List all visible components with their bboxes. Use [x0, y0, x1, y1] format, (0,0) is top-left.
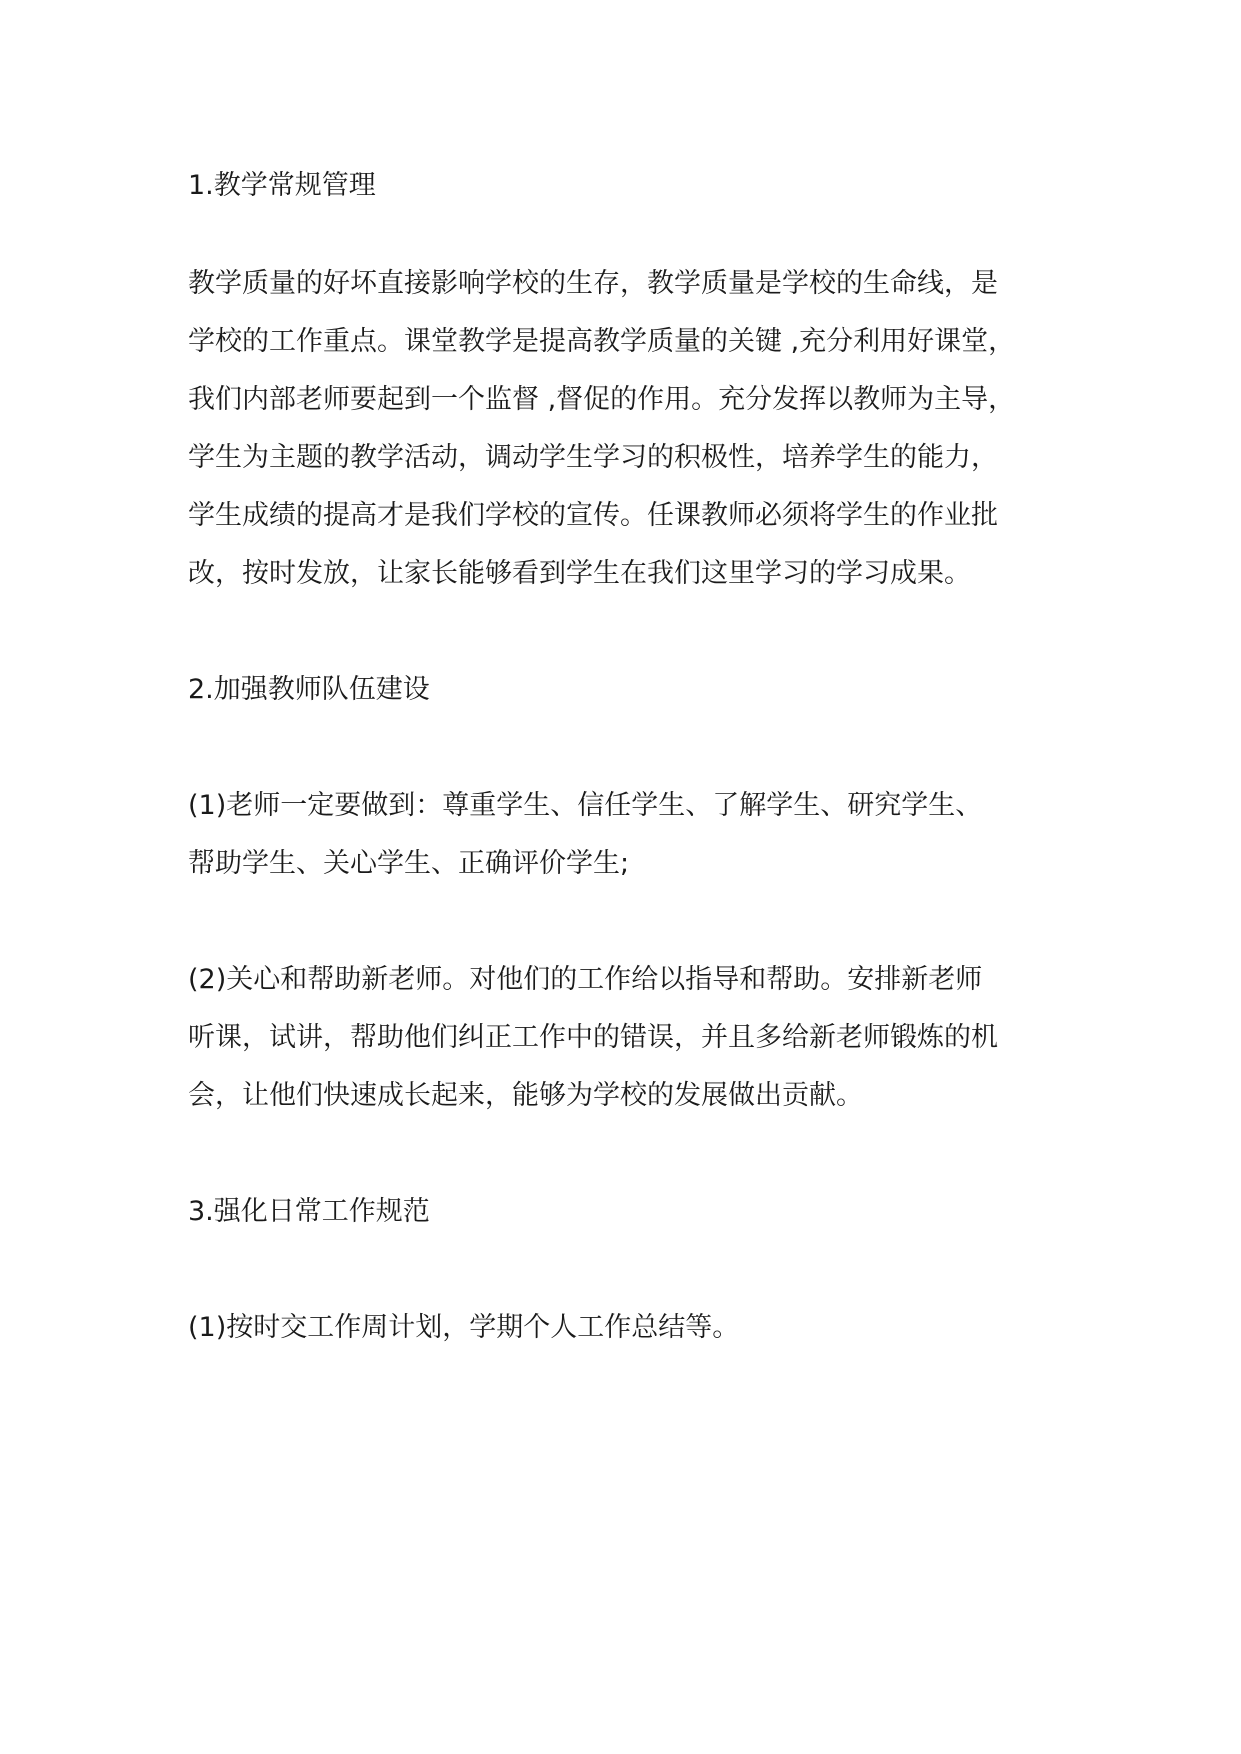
- section-heading-2: 2.加强教师队伍建设: [188, 674, 430, 705]
- paragraph-line: (1)按时交工作周计划，学期个人工作总结等。: [188, 1312, 740, 1343]
- paragraph-line: (2)关心和帮助新老师。对他们的工作给以指导和帮助。安排新老师: [188, 964, 983, 995]
- paragraph-line: 会，让他们快速成长起来，能够为学校的发展做出贡献。: [188, 1080, 863, 1111]
- paragraph-line: 教学质量的好坏直接影响学校的生存，教学质量是学校的生命线，是: [188, 268, 998, 299]
- paragraph-line: 帮助学生、关心学生、正确评价学生;: [188, 848, 630, 879]
- paragraph-line: 我们内部老师要起到一个监督 ,督促的作用。充分发挥以教师为主导，: [188, 384, 1016, 415]
- paragraph-line: 学校的工作重点。课堂教学是提高教学质量的关键 ,充分利用好课堂，: [188, 326, 1016, 357]
- paragraph-line: 学生成绩的提高才是我们学校的宣传。任课教师必须将学生的作业批: [188, 500, 998, 531]
- section-heading-1: 1.教学常规管理: [188, 170, 376, 201]
- paragraph-line: 改，按时发放，让家长能够看到学生在我们这里学习的学习成果。: [188, 558, 971, 589]
- section-heading-3: 3.强化日常工作规范: [188, 1196, 430, 1227]
- paragraph-line: 听课，试讲，帮助他们纠正工作中的错误，并且多给新老师锻炼的机: [188, 1022, 998, 1053]
- paragraph-line: 学生为主题的教学活动，调动学生学习的积极性，培养学生的能力，: [188, 442, 998, 473]
- paragraph-line: (1)老师一定要做到：尊重学生、信任学生、了解学生、研究学生、: [188, 790, 983, 821]
